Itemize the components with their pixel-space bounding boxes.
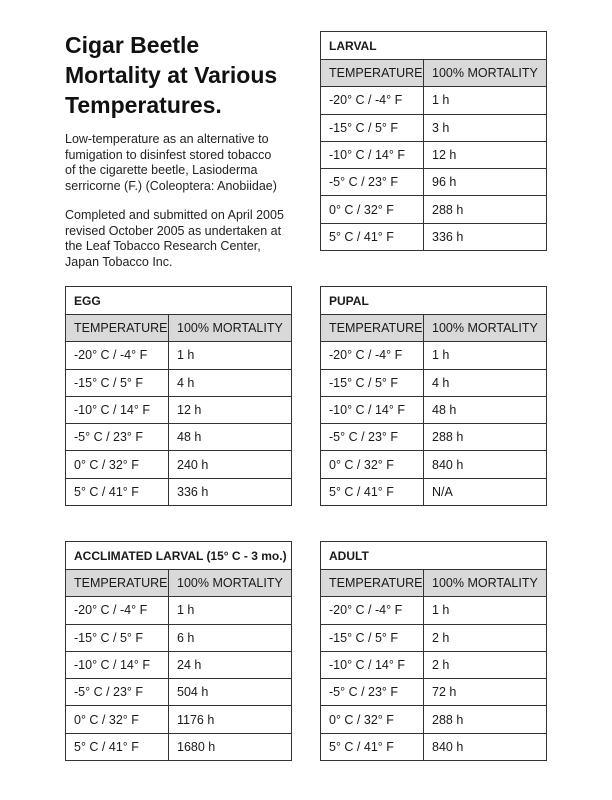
table-row [321, 679, 547, 706]
mortality-cell: 288 h [424, 196, 547, 223]
table-row [321, 706, 547, 733]
header-temperature: TEMPERATURE [321, 570, 424, 597]
mortality-cell: 336 h [424, 223, 547, 250]
table-caption: ACCLIMATED LARVAL (15° C - 3 mo.) [66, 542, 292, 570]
table-row [66, 478, 292, 505]
source-note-paragraph: Completed and submitted on April 2005 revised October 2005 as undertaken at the Leaf Tobacco Research Center, Japan Tobacco Inc. [65, 208, 284, 269]
table-row [66, 369, 292, 396]
table-row [321, 87, 547, 114]
mortality-cell: 48 h [424, 396, 547, 423]
temperature-cell: 5° C / 41° F [321, 733, 424, 760]
temperature-cell: -15° C / 5° F [321, 114, 424, 141]
temperature-cell: -15° C / 5° F [321, 624, 424, 651]
mortality-cell: 504 h [169, 679, 292, 706]
acclimated-larval-table [65, 541, 292, 761]
header-temperature: TEMPERATURE [66, 315, 169, 342]
table-row [321, 597, 547, 624]
temperature-cell: -20° C / -4° F [321, 597, 424, 624]
temperature-cell: 0° C / 32° F [321, 196, 424, 223]
table-header-row [66, 315, 292, 342]
table-caption: ADULT [321, 542, 547, 570]
mortality-cell: 1 h [169, 342, 292, 369]
table-row [321, 141, 547, 168]
table-row [321, 624, 547, 651]
description-paragraph: Low-temperature as an alternative to fumigation to disinfest stored tobacco of the cigarette beetle, Lasioderma serricorne (F.) (Coleoptera: Anobiidae) [65, 132, 277, 193]
table-row [321, 651, 547, 678]
table-header-row [321, 570, 547, 597]
table-row [321, 114, 547, 141]
temperature-cell: 5° C / 41° F [321, 223, 424, 250]
table-row [66, 424, 292, 451]
table-caption: EGG [66, 287, 292, 315]
temperature-cell: -10° C / 14° F [321, 141, 424, 168]
mortality-cell: 3 h [424, 114, 547, 141]
table-caption-row [321, 287, 547, 315]
mortality-cell: 1680 h [169, 733, 292, 760]
temperature-cell: -5° C / 23° F [66, 679, 169, 706]
table-caption-row [321, 542, 547, 570]
temperature-cell: -15° C / 5° F [66, 369, 169, 396]
mortality-cell: 840 h [424, 733, 547, 760]
temperature-cell: 0° C / 32° F [321, 451, 424, 478]
mortality-cell: 4 h [424, 369, 547, 396]
table-row [321, 424, 547, 451]
mortality-cell: 1176 h [169, 706, 292, 733]
temperature-cell: 5° C / 41° F [321, 478, 424, 505]
temperature-cell: -10° C / 14° F [321, 651, 424, 678]
mortality-cell: 6 h [169, 624, 292, 651]
table-row [321, 396, 547, 423]
mortality-cell: N/A [424, 478, 547, 505]
temperature-cell: -20° C / -4° F [321, 87, 424, 114]
temperature-cell: -15° C / 5° F [321, 369, 424, 396]
mortality-cell: 336 h [169, 478, 292, 505]
mortality-cell: 2 h [424, 651, 547, 678]
mortality-cell: 12 h [424, 141, 547, 168]
header-temperature: TEMPERATURE [66, 570, 169, 597]
temperature-cell: -10° C / 14° F [66, 651, 169, 678]
temperature-cell: -15° C / 5° F [66, 624, 169, 651]
mortality-cell: 1 h [424, 597, 547, 624]
temperature-cell: 5° C / 41° F [66, 733, 169, 760]
mortality-cell: 72 h [424, 679, 547, 706]
table-row [321, 451, 547, 478]
table-row [66, 342, 292, 369]
table-row [321, 342, 547, 369]
intro-block [65, 30, 305, 270]
temperature-cell: -20° C / -4° F [321, 342, 424, 369]
temperature-cell: -5° C / 23° F [321, 169, 424, 196]
mortality-cell: 2 h [424, 624, 547, 651]
header-mortality: 100% MORTALITY [169, 570, 292, 597]
temperature-cell: -20° C / -4° F [66, 597, 169, 624]
mortality-cell: 240 h [169, 451, 292, 478]
table-row [66, 597, 292, 624]
adult-table [320, 541, 547, 761]
temperature-cell: -10° C / 14° F [66, 396, 169, 423]
egg-table [65, 286, 292, 506]
temperature-cell: -20° C / -4° F [66, 342, 169, 369]
mortality-cell: 24 h [169, 651, 292, 678]
mortality-cell: 12 h [169, 396, 292, 423]
mortality-cell: 288 h [424, 706, 547, 733]
mortality-cell: 288 h [424, 424, 547, 451]
mortality-cell: 4 h [169, 369, 292, 396]
temperature-cell: -5° C / 23° F [321, 679, 424, 706]
table-row [321, 196, 547, 223]
temperature-cell: -10° C / 14° F [321, 396, 424, 423]
table-row [66, 651, 292, 678]
table-row [321, 369, 547, 396]
temperature-cell: -5° C / 23° F [321, 424, 424, 451]
table-header-row [321, 315, 547, 342]
table-caption-row [66, 542, 292, 570]
temperature-cell: 5° C / 41° F [66, 478, 169, 505]
table-row [66, 624, 292, 651]
mortality-cell: 1 h [424, 87, 547, 114]
table-row [66, 733, 292, 760]
table-row [66, 451, 292, 478]
table-row [66, 706, 292, 733]
table-caption: PUPAL [321, 287, 547, 315]
page-title: Cigar Beetle Mortality at Various Temperatures. [65, 32, 278, 118]
table-caption-row [321, 32, 547, 60]
header-mortality: 100% MORTALITY [424, 315, 547, 342]
larval-table [320, 31, 547, 251]
temperature-cell: 0° C / 32° F [66, 706, 169, 733]
table-header-row [66, 570, 292, 597]
header-mortality: 100% MORTALITY [424, 60, 547, 87]
table-header-row [321, 60, 547, 87]
header-temperature: TEMPERATURE [321, 315, 424, 342]
temperature-cell: 0° C / 32° F [321, 706, 424, 733]
mortality-cell: 1 h [169, 597, 292, 624]
mortality-cell: 48 h [169, 424, 292, 451]
table-row [321, 733, 547, 760]
mortality-cell: 96 h [424, 169, 547, 196]
table-row [66, 396, 292, 423]
table-caption-row [66, 287, 292, 315]
pupal-table [320, 286, 547, 506]
table-caption: LARVAL [321, 32, 547, 60]
table-row [66, 679, 292, 706]
header-mortality: 100% MORTALITY [169, 315, 292, 342]
table-row [321, 169, 547, 196]
header-temperature: TEMPERATURE [321, 60, 424, 87]
mortality-cell: 840 h [424, 451, 547, 478]
header-mortality: 100% MORTALITY [424, 570, 547, 597]
temperature-cell: 0° C / 32° F [66, 451, 169, 478]
temperature-cell: -5° C / 23° F [66, 424, 169, 451]
table-row [321, 478, 547, 505]
table-row [321, 223, 547, 250]
mortality-cell: 1 h [424, 342, 547, 369]
